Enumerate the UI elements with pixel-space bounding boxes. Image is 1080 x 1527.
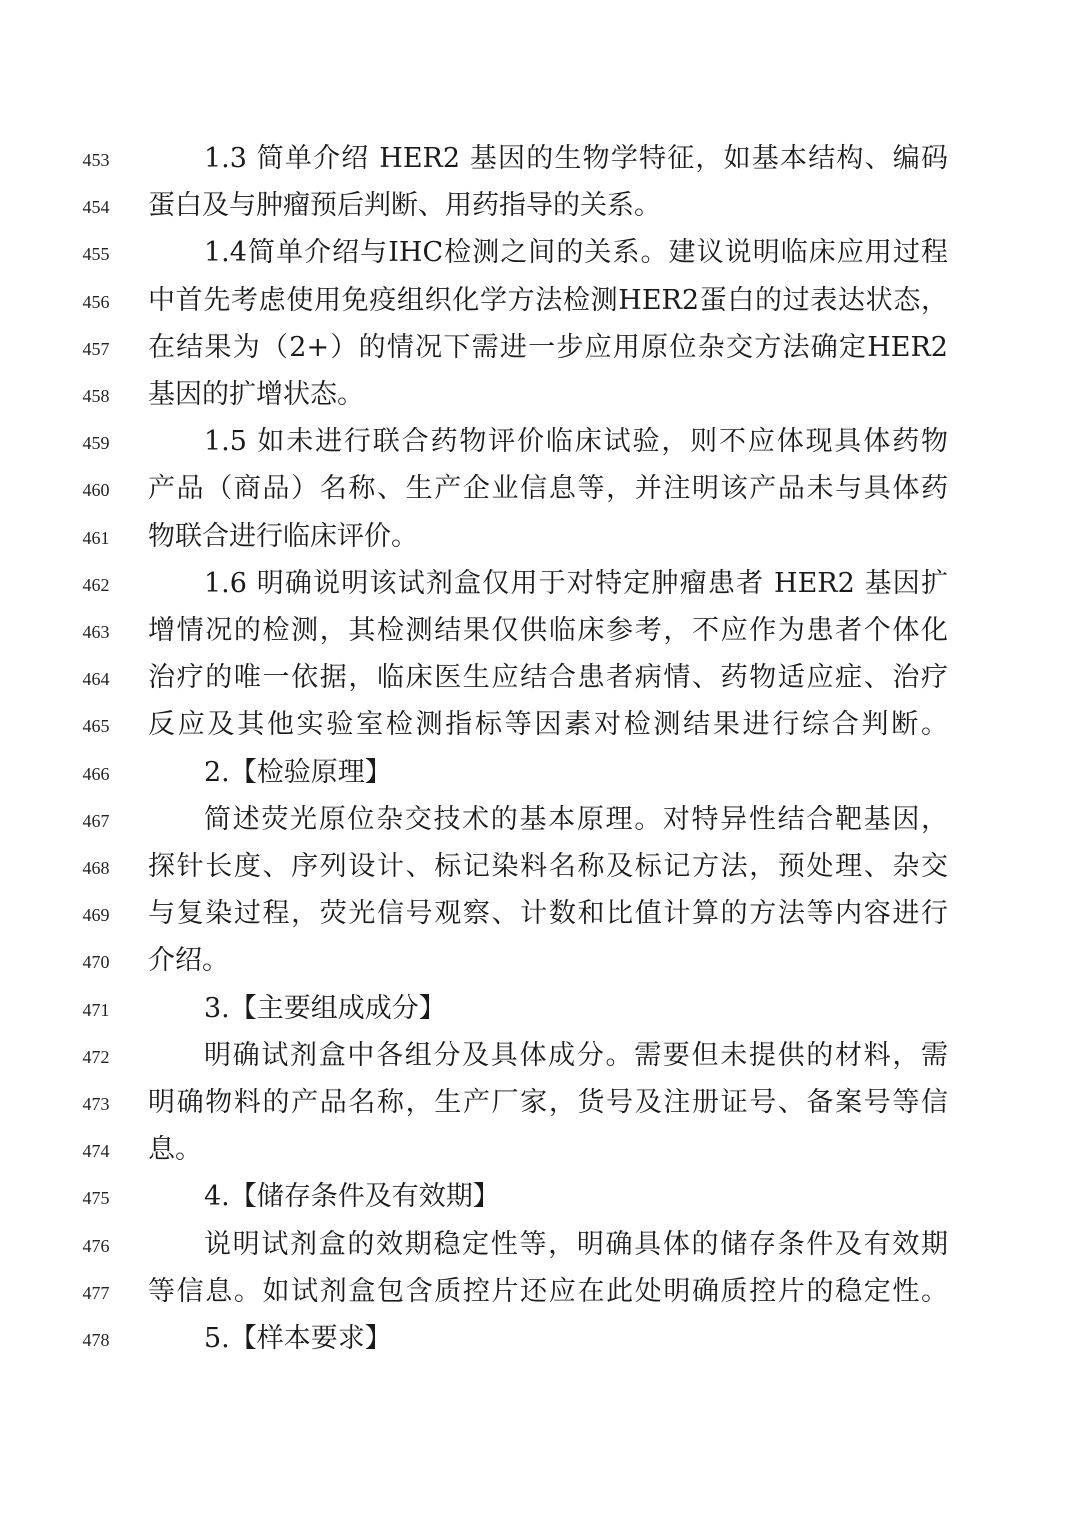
document-line [0,1080,1080,1127]
document-line [0,466,1080,513]
line-number: 456 [82,291,110,312]
line-number: 470 [82,952,110,973]
line-text: 介绍。 [148,945,229,977]
line-number: 460 [82,480,110,501]
line-number: 453 [82,150,110,170]
line-number: 466 [82,763,110,784]
line-text: 明确物料的产品名称，生产厂家，货号及注册证号、备案号等信 [148,1087,948,1118]
line-text: 1.6 明确说明该试剂盒仅用于对特定肿瘤患者 HER2 基因扩 [204,567,948,599]
line-text: 2.【检验原理】 [204,756,392,788]
line-number: 478 [82,1330,110,1350]
document-line [0,183,1080,230]
document-line [0,891,1080,938]
document-line [0,1174,1080,1221]
document-line [0,750,1080,797]
line-number: 473 [82,1094,110,1114]
line-number: 477 [82,1282,110,1303]
line-number: 463 [82,622,110,642]
line-text: 1.3 简单介绍 HER2 基因的生物学特征，如基本结构、编码 [204,143,948,174]
line-number: 454 [82,197,110,218]
line-text: 物联合进行临床评价。 [148,520,418,552]
document-line [0,230,1080,277]
document-line [0,844,1080,891]
line-text: 增情况的检测，其检测结果仅供临床参考，不应作为患者个体化 [148,615,948,646]
document-line [0,372,1080,419]
line-text: 中首先考虑使用免疫组织化学方法检测HER2蛋白的过表达状态， [148,284,948,316]
document-line [0,938,1080,985]
line-text: 息。 [148,1134,202,1166]
line-text: 明确试剂盒中各组分及具体成分。需要但未提供的材料，需 [204,1039,948,1071]
line-text: 说明试剂盒的效期稳定性等，明确具体的储存条件及有效期 [204,1228,948,1260]
line-text: 产品（商品）名称、生产企业信息等，并注明该产品未与具体药 [148,473,948,505]
document-line [0,419,1080,466]
line-text: 治疗的唯一依据，临床医生应结合患者病情、药物适应症、治疗 [148,662,948,694]
line-number: 462 [82,574,110,595]
line-number: 468 [82,858,110,878]
line-text: 蛋白及与肿瘤预后判断、用药指导的关系。 [148,190,661,222]
line-text: 简述荧光原位杂交技术的基本原理。对特异性结合靶基因， [204,803,948,835]
line-number: 458 [82,386,110,406]
document-line [0,702,1080,749]
document-line [0,325,1080,372]
document-line [0,655,1080,702]
line-number: 464 [82,669,110,690]
line-number: 469 [82,905,110,926]
line-number: 457 [82,338,110,359]
line-text: 1.4简单介绍与IHC检测之间的关系。建议说明临床应用过程 [204,237,948,269]
document-line [0,986,1080,1033]
line-number: 474 [82,1141,110,1162]
line-text: 3.【主要组成成分】 [204,992,446,1024]
line-text: 与复染过程，荧光信号观察、计数和比值计算的方法等内容进行 [148,898,948,930]
line-number: 472 [82,1046,110,1067]
line-text: 4.【储存条件及有效期】 [204,1181,500,1213]
line-number: 476 [82,1235,110,1256]
line-text: 探针长度、序列设计、标记染料名称及标记方法，预处理、杂交 [148,851,948,882]
line-number: 471 [82,999,110,1020]
document-line [0,1269,1080,1316]
line-number: 455 [82,244,110,265]
line-text: 反应及其他实验室检测指标等因素对检测结果进行综合判断。 [148,709,948,741]
document-line [0,1033,1080,1080]
document-line [0,278,1080,325]
line-number: 475 [82,1188,110,1209]
document-line [0,1127,1080,1174]
document-line [0,561,1080,608]
document-line [0,136,1080,183]
line-number: 461 [82,527,110,548]
document-line [0,608,1080,655]
line-number: 465 [82,716,110,737]
line-text: 基因的扩增状态。 [148,379,364,410]
line-number: 467 [82,810,110,831]
document-line [0,514,1080,561]
line-text: 等信息。如试剂盒包含质控片还应在此处明确质控片的稳定性。 [148,1275,948,1307]
line-text: 1.5 如未进行联合药物评价临床试验，则不应体现具体药物 [204,426,948,458]
line-number: 459 [82,433,110,454]
document-line [0,1222,1080,1269]
line-text: 在结果为（2+）的情况下需进一步应用原位杂交方法确定HER2 [148,331,948,363]
document-line [0,1316,1080,1363]
document-line [0,797,1080,844]
line-text: 5.【样本要求】 [204,1323,392,1354]
